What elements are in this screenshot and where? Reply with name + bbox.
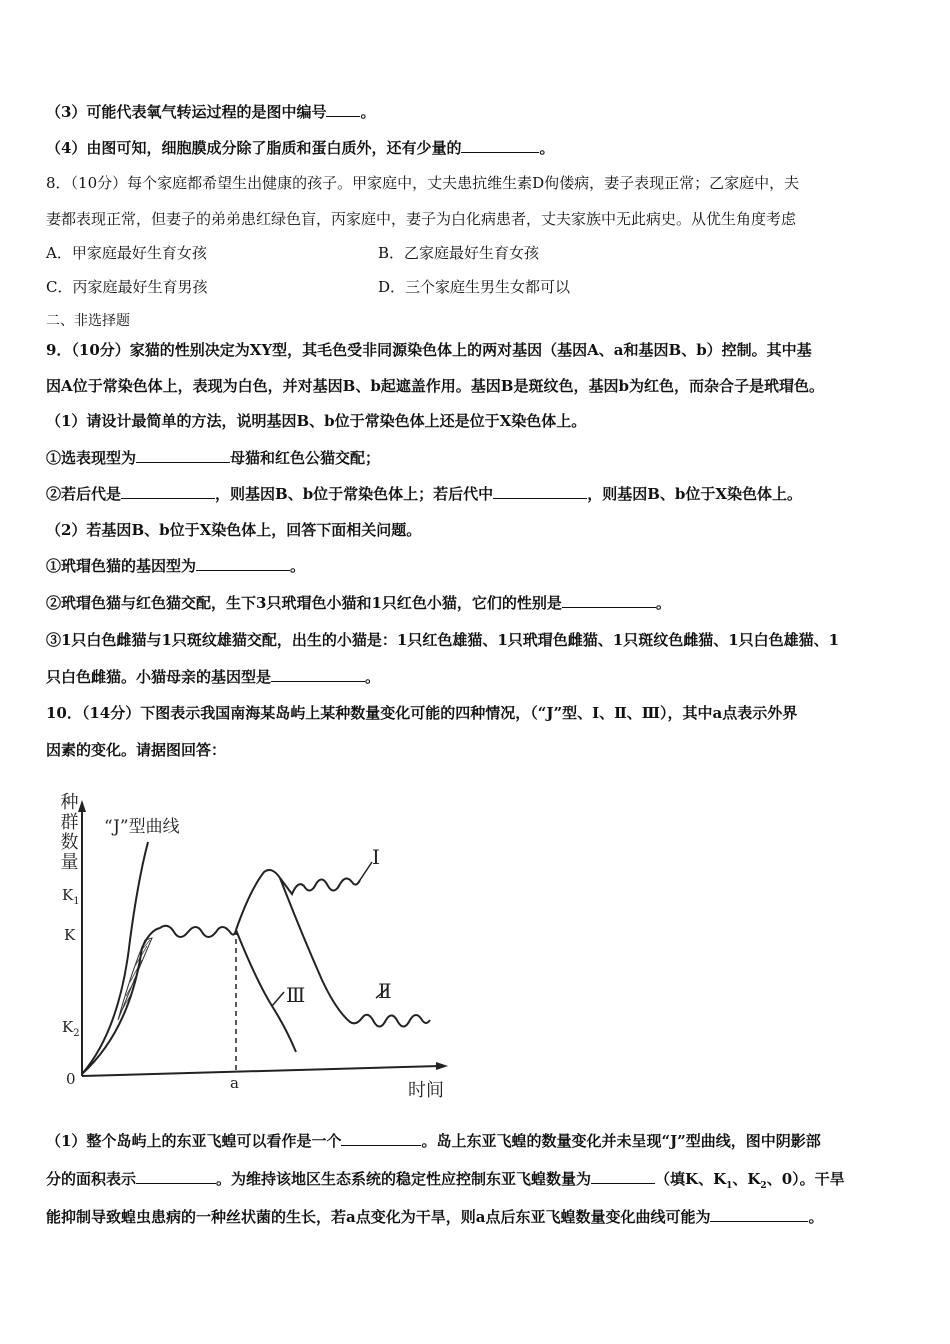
- q8-stem-line1: 8．（10分）每个家庭都希望生出健康的孩子。甲家庭中，丈夫患抗维生素D佝偻病，妻子表现正常；乙家庭中，夫: [46, 174, 800, 192]
- section-heading: 二、非选择题: [46, 313, 130, 329]
- answer-blank[interactable]: [136, 1169, 216, 1184]
- answer-blank[interactable]: [271, 667, 365, 682]
- s-curve: [82, 926, 236, 1074]
- answer-blank[interactable]: [562, 593, 656, 608]
- q7-part4: （4）由图可知，细胞膜成分除了脂质和蛋白质外，还有少量的 。: [46, 139, 555, 157]
- origin-label: 0: [66, 1070, 76, 1088]
- tick-k1: $K_1$: [62, 886, 80, 907]
- tick-k: K: [64, 926, 76, 944]
- x-axis-label: 时间: [408, 1080, 444, 1101]
- answer-blank[interactable]: [493, 484, 587, 499]
- answer-blank[interactable]: [121, 484, 215, 499]
- x-axis: [82, 1066, 440, 1076]
- q9-sub3-line2: 只白色雌猫。小猫母亲的基因型是 。: [46, 668, 381, 686]
- q9-step2: ②若后代是 ，则基因B、b位于常染色体上；若后代中 ，则基因B、b位于X染色体上。: [46, 485, 802, 503]
- answer-blank[interactable]: [326, 102, 360, 117]
- answer-blank[interactable]: [710, 1207, 808, 1222]
- curve-iii-leader: [272, 992, 284, 1006]
- q8-option-a[interactable]: A．甲家庭最好生育女孩: [46, 244, 207, 262]
- answer-blank[interactable]: [461, 138, 539, 153]
- j-curve-label: “J”型曲线: [104, 817, 180, 837]
- q9-stem-line2: 因A位于常染色体上，表现为白色，并对基因B、b起遮盖作用。基因B是斑纹色，基因b为红色，而杂合子是玳瑁色。: [46, 377, 824, 395]
- tick-k2: $K_2$: [62, 1018, 80, 1039]
- y-axis-label: [58, 792, 79, 872]
- q10-stem-line2: 因素的变化。请据图回答：: [46, 741, 227, 759]
- q10-stem-line1: 10．（14分）下图表示我国南海某岛屿上某种数量变化可能的四种情况，（“J”型、Ⅰ、Ⅱ、Ⅲ），其中a点表示外界: [46, 704, 798, 722]
- x-axis-arrow: [436, 1062, 448, 1070]
- q9-step1: ①选表现型为 母猫和红色公猫交配；: [46, 449, 381, 467]
- q9-part1: （1）请设计最简单的方法，说明基因B、b位于常染色体上还是位于X染色体上。: [46, 412, 587, 430]
- q10-part1-line3: 能抑制导致蝗虫患病的一种丝状菌的生长，若a点变化为干旱，则a点后东亚飞蝗数量变化曲线可能为 。: [46, 1208, 824, 1226]
- q9-sub1: ①玳瑁色猫的基因型为 。: [46, 557, 306, 575]
- answer-blank[interactable]: [591, 1169, 655, 1184]
- q8-option-c[interactable]: C．丙家庭最好生育男孩: [46, 278, 208, 296]
- svg-text:种群数量: 种群数量: [57, 792, 79, 872]
- q10-part1-line2: 分的面积表示 。为维持该地区生态系统的稳定性应控制东亚飞蝗数量为 （填K、$K_1$、$K_2$、0）。干旱: [46, 1170, 845, 1191]
- curve-ii-label: Ⅱ: [378, 979, 392, 1003]
- q8-stem-line2: 妻都表现正常，但妻子的弟弟患红绿色盲，丙家庭中，妻子为白化病患者，丈夫家族中无此病史。从优生角度考虑: [46, 210, 797, 228]
- q8-option-d[interactable]: D．三个家庭生男生女都可以: [378, 278, 571, 296]
- q10-part1-line1: （1）整个岛屿上的东亚飞蝗可以看作是一个 。岛上东亚飞蝗的数量变化并未呈现“J”型曲线，图中阴影部: [46, 1132, 821, 1150]
- q7-part3: （3）可能代表氧气转运过程的是图中编号 。: [46, 103, 376, 121]
- q8-option-b[interactable]: B．乙家庭最好生育女孩: [378, 244, 540, 262]
- q9-stem-line1: 9．（10分）家猫的性别决定为XY型，其毛色受非同源染色体上的两对基因（基因A、a和基因B、b）控制。其中基: [46, 341, 812, 359]
- q9-part2: （2）若基因B、b位于X染色体上，回答下面相关问题。: [46, 521, 422, 539]
- population-curve-figure: [57, 770, 460, 1101]
- curve-i-label: Ⅰ: [372, 845, 380, 869]
- q9-sub3-line1: ③1只白色雌猫与1只斑纹雄猫交配，出生的小猫是：1只红色雄猫、1只玳瑁色雌猫、1只斑纹色雌猫、1只白色雄猫、1: [46, 631, 840, 649]
- answer-blank[interactable]: [136, 448, 230, 463]
- curve-iii-label: Ⅲ: [286, 983, 306, 1007]
- y-axis-arrow: [78, 800, 86, 812]
- curve-i-leader: [360, 862, 372, 880]
- q9-sub2: ②玳瑁色猫与红色猫交配，生下3只玳瑁色小猫和1只红色小猫，它们的性别是 。: [46, 594, 671, 612]
- answer-blank[interactable]: [196, 556, 290, 571]
- answer-blank[interactable]: [341, 1131, 421, 1146]
- point-a-label: a: [230, 1074, 239, 1092]
